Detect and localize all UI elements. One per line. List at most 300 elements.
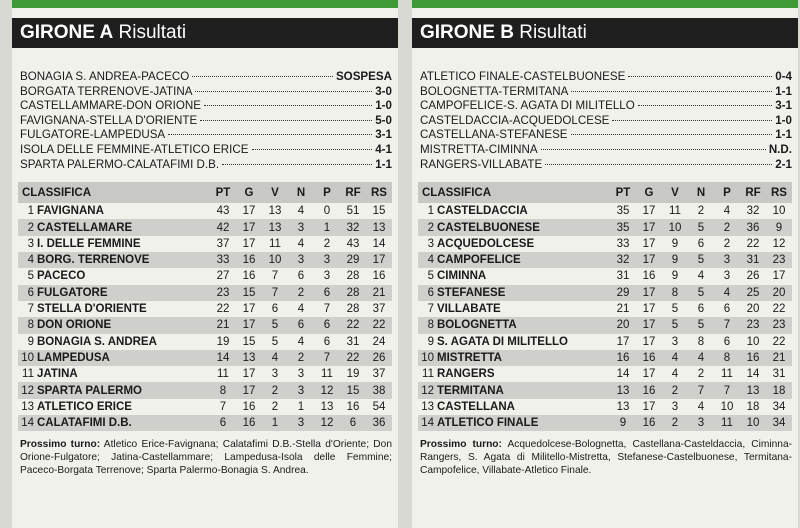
- stat-rs: 14: [366, 236, 392, 252]
- stat-pt: 14: [210, 350, 236, 366]
- team-name: TERMITANA: [437, 384, 504, 397]
- team-cell: [418, 268, 610, 284]
- stat-p: 11: [714, 415, 740, 431]
- girone-b-standings: [418, 182, 792, 431]
- team-cell: [18, 236, 210, 252]
- result-match: ATLETICO FINALE-CASTELBUONESE: [420, 70, 626, 83]
- stat-pt: 21: [210, 317, 236, 333]
- result-score: 3-1: [375, 128, 392, 142]
- team-name: STELLA D'ORIENTE: [37, 303, 147, 316]
- stat-p: 6: [314, 317, 340, 333]
- team-cell: [18, 399, 210, 415]
- standings-row: [18, 382, 392, 398]
- stat-pt: 21: [610, 301, 636, 317]
- stat-n: 3: [288, 366, 314, 382]
- stat-rs: 9: [766, 219, 792, 235]
- result-row: [20, 128, 392, 143]
- stat-n: 4: [288, 236, 314, 252]
- stat-n: 5: [688, 285, 714, 301]
- girone-a-header: [12, 18, 398, 48]
- team-name: CASTELBUONESE: [437, 221, 540, 234]
- result-score: 3-1: [775, 99, 792, 113]
- team-name: S. AGATA DI MILITELLO: [437, 335, 568, 348]
- result-match: BOLOGNETTA-TERMITANA: [420, 84, 569, 98]
- stat-g: 17: [236, 382, 262, 398]
- stat-rs: 15: [366, 203, 392, 219]
- stat-rf: 22: [740, 236, 766, 252]
- stat-g: 17: [236, 317, 262, 333]
- stat-n: 7: [688, 382, 714, 398]
- team-cell: [418, 350, 610, 366]
- standings-row: [418, 350, 792, 366]
- team-cell: [418, 415, 610, 431]
- stat-g: 16: [636, 350, 662, 366]
- position: 13: [21, 400, 34, 413]
- team-name: ACQUEDOLCESE: [437, 237, 535, 250]
- standings-row: [418, 382, 792, 398]
- stat-rs: 26: [366, 350, 392, 366]
- stat-n: 4: [288, 203, 314, 219]
- standings-row: [18, 415, 392, 431]
- stat-pt: 6: [210, 415, 236, 431]
- stat-n: 2: [288, 350, 314, 366]
- team-name: CIMINNA: [437, 270, 487, 283]
- stat-rf: 10: [740, 334, 766, 350]
- stat-rs: 23: [766, 317, 792, 333]
- green-top-bar: [12, 0, 398, 8]
- position: 4: [27, 254, 34, 267]
- stat-p: 10: [714, 399, 740, 415]
- result-row: [20, 70, 392, 85]
- dot-leader: [252, 149, 373, 150]
- stat-v: 2: [262, 382, 288, 398]
- team-name: CASTELDACCIA: [437, 205, 528, 218]
- stat-g: 17: [236, 366, 262, 382]
- stat-rf: 14: [740, 366, 766, 382]
- stat-rs: 38: [366, 382, 392, 398]
- stat-g: 17: [636, 285, 662, 301]
- team-cell: [418, 301, 610, 317]
- dot-leader: [192, 76, 333, 77]
- position: 1: [27, 205, 34, 218]
- standings-row: [18, 301, 392, 317]
- stat-p: 3: [314, 252, 340, 268]
- column-header: CLASSIFICA: [418, 182, 610, 203]
- stat-v: 9: [662, 236, 688, 252]
- team-name: CALATAFIMI D.B.: [37, 417, 132, 430]
- result-match: RANGERS-VILLABATE: [420, 157, 543, 171]
- result-score: 1-1: [775, 128, 792, 142]
- position: 10: [21, 351, 34, 364]
- stat-rf: 32: [340, 219, 366, 235]
- team-name: ATLETICO ERICE: [37, 400, 132, 413]
- stat-rs: 22: [766, 301, 792, 317]
- stat-rs: 13: [366, 219, 392, 235]
- stat-p: 6: [314, 285, 340, 301]
- standings-header-row: [418, 182, 792, 203]
- stat-pt: 17: [610, 334, 636, 350]
- stat-v: 10: [662, 219, 688, 235]
- stat-g: 17: [636, 252, 662, 268]
- stat-p: 2: [714, 219, 740, 235]
- stat-p: 7: [714, 317, 740, 333]
- team-name: MISTRETTA: [437, 351, 502, 364]
- stat-n: 8: [688, 334, 714, 350]
- stat-rf: 28: [340, 268, 366, 284]
- standings-row: [18, 252, 392, 268]
- result-row: [20, 99, 392, 114]
- stat-n: 4: [688, 268, 714, 284]
- column-header: P: [714, 182, 740, 203]
- column-header: PT: [210, 182, 236, 203]
- stat-p: 4: [714, 285, 740, 301]
- result-match: CASTELDACCIA-ACQUEDOLCESE: [420, 113, 610, 127]
- stat-pt: 11: [210, 366, 236, 382]
- standings-row: [418, 399, 792, 415]
- team-cell: [418, 252, 610, 268]
- result-score: 5-0: [375, 113, 392, 127]
- team-cell: [18, 317, 210, 333]
- stat-rf: 13: [740, 382, 766, 398]
- standings-row: [18, 350, 392, 366]
- green-top-bar: [412, 0, 798, 8]
- position: 8: [27, 319, 34, 332]
- stat-n: 2: [688, 366, 714, 382]
- girone-a-results: [12, 70, 398, 172]
- stat-g: 16: [236, 415, 262, 431]
- position: 9: [427, 335, 434, 348]
- stat-pt: 31: [610, 268, 636, 284]
- result-row: [420, 99, 792, 114]
- stat-n: 4: [688, 350, 714, 366]
- stat-g: 17: [636, 203, 662, 219]
- stat-p: 2: [714, 236, 740, 252]
- team-cell: [418, 236, 610, 252]
- result-match: BONAGIA S. ANDREA-PACECO: [20, 70, 190, 83]
- team-cell: [18, 301, 210, 317]
- stat-p: 3: [714, 268, 740, 284]
- position: 14: [421, 417, 434, 430]
- result-score: 1-1: [775, 84, 792, 98]
- stat-p: 0: [314, 203, 340, 219]
- result-row: [420, 114, 792, 129]
- girone-b-title: GIRONE B: [420, 22, 514, 43]
- standings-row: [18, 285, 392, 301]
- stat-g: 16: [236, 268, 262, 284]
- position: 7: [27, 303, 34, 316]
- stat-v: 13: [262, 203, 288, 219]
- stat-rf: 6: [340, 415, 366, 431]
- standings-row: [18, 399, 392, 415]
- team-name: I. DELLE FEMMINE: [37, 237, 141, 250]
- stat-rf: 28: [340, 285, 366, 301]
- result-row: [420, 70, 792, 85]
- girone-a-title: GIRONE A: [20, 22, 114, 43]
- standings-header-row: [18, 182, 392, 203]
- standings-row: [18, 366, 392, 382]
- team-cell: [18, 415, 210, 431]
- stat-pt: 37: [210, 236, 236, 252]
- result-score: 4-1: [375, 142, 392, 156]
- result-score: 3-0: [375, 84, 392, 98]
- stat-n: 3: [288, 219, 314, 235]
- column-header: RS: [366, 182, 392, 203]
- stat-v: 3: [262, 366, 288, 382]
- team-name: RANGERS: [437, 368, 495, 381]
- result-match: FAVIGNANA-STELLA D'ORIENTE: [20, 113, 198, 127]
- position: 2: [427, 221, 434, 234]
- team-name: CASTELLAMARE: [37, 221, 133, 234]
- stat-v: 4: [662, 366, 688, 382]
- stat-g: 17: [636, 317, 662, 333]
- column-header: RF: [340, 182, 366, 203]
- stat-rf: 43: [340, 236, 366, 252]
- girone-b-results: [412, 70, 798, 172]
- next-round-label: Prossimo turno:: [420, 439, 502, 451]
- dot-leader: [204, 105, 372, 106]
- stat-rf: 15: [340, 382, 366, 398]
- column-header: RS: [766, 182, 792, 203]
- standings-row: [418, 366, 792, 382]
- stat-rs: 18: [766, 382, 792, 398]
- stat-n: 4: [288, 334, 314, 350]
- stat-rf: 16: [740, 350, 766, 366]
- team-cell: [18, 366, 210, 382]
- position: 7: [427, 303, 434, 316]
- stat-rs: 17: [366, 252, 392, 268]
- stat-g: 16: [636, 268, 662, 284]
- stat-g: 17: [236, 301, 262, 317]
- stat-g: 13: [236, 350, 262, 366]
- stat-rs: 34: [766, 399, 792, 415]
- stat-g: 17: [636, 334, 662, 350]
- stat-v: 13: [262, 219, 288, 235]
- stat-rf: 36: [740, 219, 766, 235]
- stat-g: 16: [236, 252, 262, 268]
- result-score: 0-4: [775, 70, 792, 83]
- stat-p: 6: [714, 301, 740, 317]
- stat-rs: 37: [366, 366, 392, 382]
- stat-pt: 7: [210, 399, 236, 415]
- stat-v: 5: [662, 317, 688, 333]
- team-cell: [418, 285, 610, 301]
- stat-rf: 31: [340, 334, 366, 350]
- stat-p: 7: [314, 301, 340, 317]
- stat-rf: 23: [740, 317, 766, 333]
- stat-pt: 13: [610, 382, 636, 398]
- stat-v: 7: [262, 285, 288, 301]
- position: 10: [421, 351, 434, 364]
- stat-pt: 29: [610, 285, 636, 301]
- team-cell: [18, 382, 210, 398]
- dot-leader: [612, 120, 772, 121]
- stat-n: 3: [688, 415, 714, 431]
- result-match: ISOLA DELLE FEMMINE-ATLETICO ERICE: [20, 142, 249, 156]
- stat-n: 6: [288, 268, 314, 284]
- result-match: SPARTA PALERMO-CALATAFIMI D.B.: [20, 157, 220, 171]
- stat-rs: 34: [766, 415, 792, 431]
- stat-p: 12: [314, 415, 340, 431]
- stat-n: 3: [288, 252, 314, 268]
- column-header: P: [314, 182, 340, 203]
- stat-v: 5: [262, 334, 288, 350]
- girone-a-next-round: [12, 439, 398, 477]
- standings-row: [418, 415, 792, 431]
- standings-row: [418, 219, 792, 235]
- stat-p: 7: [314, 350, 340, 366]
- stat-p: 8: [714, 350, 740, 366]
- result-row: [420, 158, 792, 173]
- stat-pt: 9: [610, 415, 636, 431]
- position: 11: [422, 368, 434, 381]
- stat-rf: 29: [340, 252, 366, 268]
- stat-rf: 28: [340, 301, 366, 317]
- position: 1: [427, 205, 434, 218]
- dot-leader: [571, 134, 773, 135]
- stat-rf: 22: [340, 317, 366, 333]
- stat-g: 17: [236, 219, 262, 235]
- stat-rs: 22: [766, 334, 792, 350]
- stat-pt: 16: [610, 350, 636, 366]
- stat-rs: 22: [366, 317, 392, 333]
- team-name: STEFANESE: [437, 286, 506, 299]
- stat-pt: 35: [610, 219, 636, 235]
- position: 5: [427, 270, 434, 283]
- result-score: SOSPESA: [335, 70, 392, 83]
- result-match: CASTELLANA-STEFANESE: [420, 128, 568, 142]
- team-name: BOLOGNETTA: [437, 319, 517, 332]
- girone-b-header: [412, 18, 798, 48]
- stat-rf: 19: [340, 366, 366, 382]
- stat-p: 11: [714, 366, 740, 382]
- stat-pt: 13: [610, 399, 636, 415]
- position: 9: [27, 335, 34, 348]
- stat-v: 4: [262, 350, 288, 366]
- stat-p: 12: [314, 382, 340, 398]
- team-cell: [418, 203, 610, 219]
- stat-rs: 24: [366, 334, 392, 350]
- stat-p: 1: [314, 219, 340, 235]
- column-header: N: [288, 182, 314, 203]
- stat-n: 2: [288, 285, 314, 301]
- column-header: V: [662, 182, 688, 203]
- stat-pt: 33: [210, 252, 236, 268]
- stat-rs: 10: [766, 203, 792, 219]
- standings-row: [18, 219, 392, 235]
- result-score: 1-1: [375, 157, 392, 171]
- stat-rf: 20: [740, 301, 766, 317]
- column-header: G: [636, 182, 662, 203]
- result-match: CAMPOFELICE-S. AGATA DI MILITELLO: [420, 99, 635, 113]
- stat-v: 10: [262, 252, 288, 268]
- team-name: ATLETICO FINALE: [437, 417, 539, 430]
- team-cell: [418, 219, 610, 235]
- stat-g: 15: [236, 285, 262, 301]
- column-header: CLASSIFICA: [18, 182, 210, 203]
- result-score: 2-1: [775, 157, 792, 171]
- result-match: MISTRETTA-CIMINNA: [420, 142, 538, 156]
- team-cell: [18, 268, 210, 284]
- dot-leader: [222, 164, 372, 165]
- stat-rf: 51: [340, 203, 366, 219]
- team-cell: [18, 285, 210, 301]
- result-row: [20, 85, 392, 100]
- stat-pt: 19: [210, 334, 236, 350]
- stat-pt: 35: [610, 203, 636, 219]
- stat-rs: 54: [366, 399, 392, 415]
- column-header: PT: [610, 182, 636, 203]
- team-name: VILLABATE: [437, 303, 501, 316]
- standings-row: [418, 285, 792, 301]
- stat-n: 4: [288, 301, 314, 317]
- result-match: FULGATORE-LAMPEDUSA: [20, 128, 166, 142]
- team-name: BORG. TERRENOVE: [37, 254, 150, 267]
- result-match: CASTELLAMMARE-DON ORIONE: [20, 99, 202, 113]
- stat-v: 11: [262, 236, 288, 252]
- stat-v: 7: [262, 268, 288, 284]
- standings-row: [418, 236, 792, 252]
- stat-rs: 21: [766, 350, 792, 366]
- stat-rf: 16: [340, 399, 366, 415]
- column-header: N: [688, 182, 714, 203]
- standings-row: [418, 317, 792, 333]
- stat-p: 3: [314, 268, 340, 284]
- position: 14: [21, 417, 34, 430]
- position: 4: [427, 254, 434, 267]
- position: 11: [22, 368, 34, 381]
- position: 13: [421, 400, 434, 413]
- result-row: [20, 158, 392, 173]
- stat-v: 5: [662, 301, 688, 317]
- standings-row: [18, 236, 392, 252]
- stat-v: 6: [262, 301, 288, 317]
- stat-rf: 32: [740, 203, 766, 219]
- standings-row: [418, 334, 792, 350]
- stat-rf: 31: [740, 252, 766, 268]
- result-row: [420, 143, 792, 158]
- stat-p: 11: [314, 366, 340, 382]
- stat-g: 15: [236, 334, 262, 350]
- stat-v: 2: [662, 415, 688, 431]
- dot-leader: [628, 76, 772, 77]
- stat-pt: 23: [210, 285, 236, 301]
- girone-b-subtitle: Risultati: [519, 22, 587, 43]
- stat-rs: 16: [366, 268, 392, 284]
- stat-rs: 21: [366, 285, 392, 301]
- stat-p: 6: [714, 334, 740, 350]
- result-row: [420, 128, 792, 143]
- stat-pt: 14: [610, 366, 636, 382]
- girone-a-subtitle: Risultati: [118, 22, 187, 43]
- stat-p: 3: [714, 252, 740, 268]
- girone-a-column: [12, 0, 398, 528]
- stat-n: 6: [688, 301, 714, 317]
- stat-pt: 22: [210, 301, 236, 317]
- standings-row: [418, 268, 792, 284]
- next-round-fixtures: Acquedolcese-Bolognetta, Castellana-Casteldaccia, Ciminna-Rangers, S. Agata di Militello-Mistretta, Stefanese-Castelbuonese, Termitana-Campofelice, Villabate-Atletico Finale.: [420, 439, 792, 476]
- team-name: PACECO: [37, 270, 86, 283]
- stat-p: 2: [314, 236, 340, 252]
- stat-n: 3: [288, 415, 314, 431]
- stat-v: 11: [662, 203, 688, 219]
- girone-b-next-round: [412, 439, 798, 477]
- position: 5: [27, 270, 34, 283]
- stat-g: 17: [636, 236, 662, 252]
- team-name: BONAGIA S. ANDREA: [37, 335, 157, 348]
- position: 12: [21, 384, 34, 397]
- result-score: N.D.: [768, 142, 792, 156]
- team-name: CAMPOFELICE: [437, 254, 521, 267]
